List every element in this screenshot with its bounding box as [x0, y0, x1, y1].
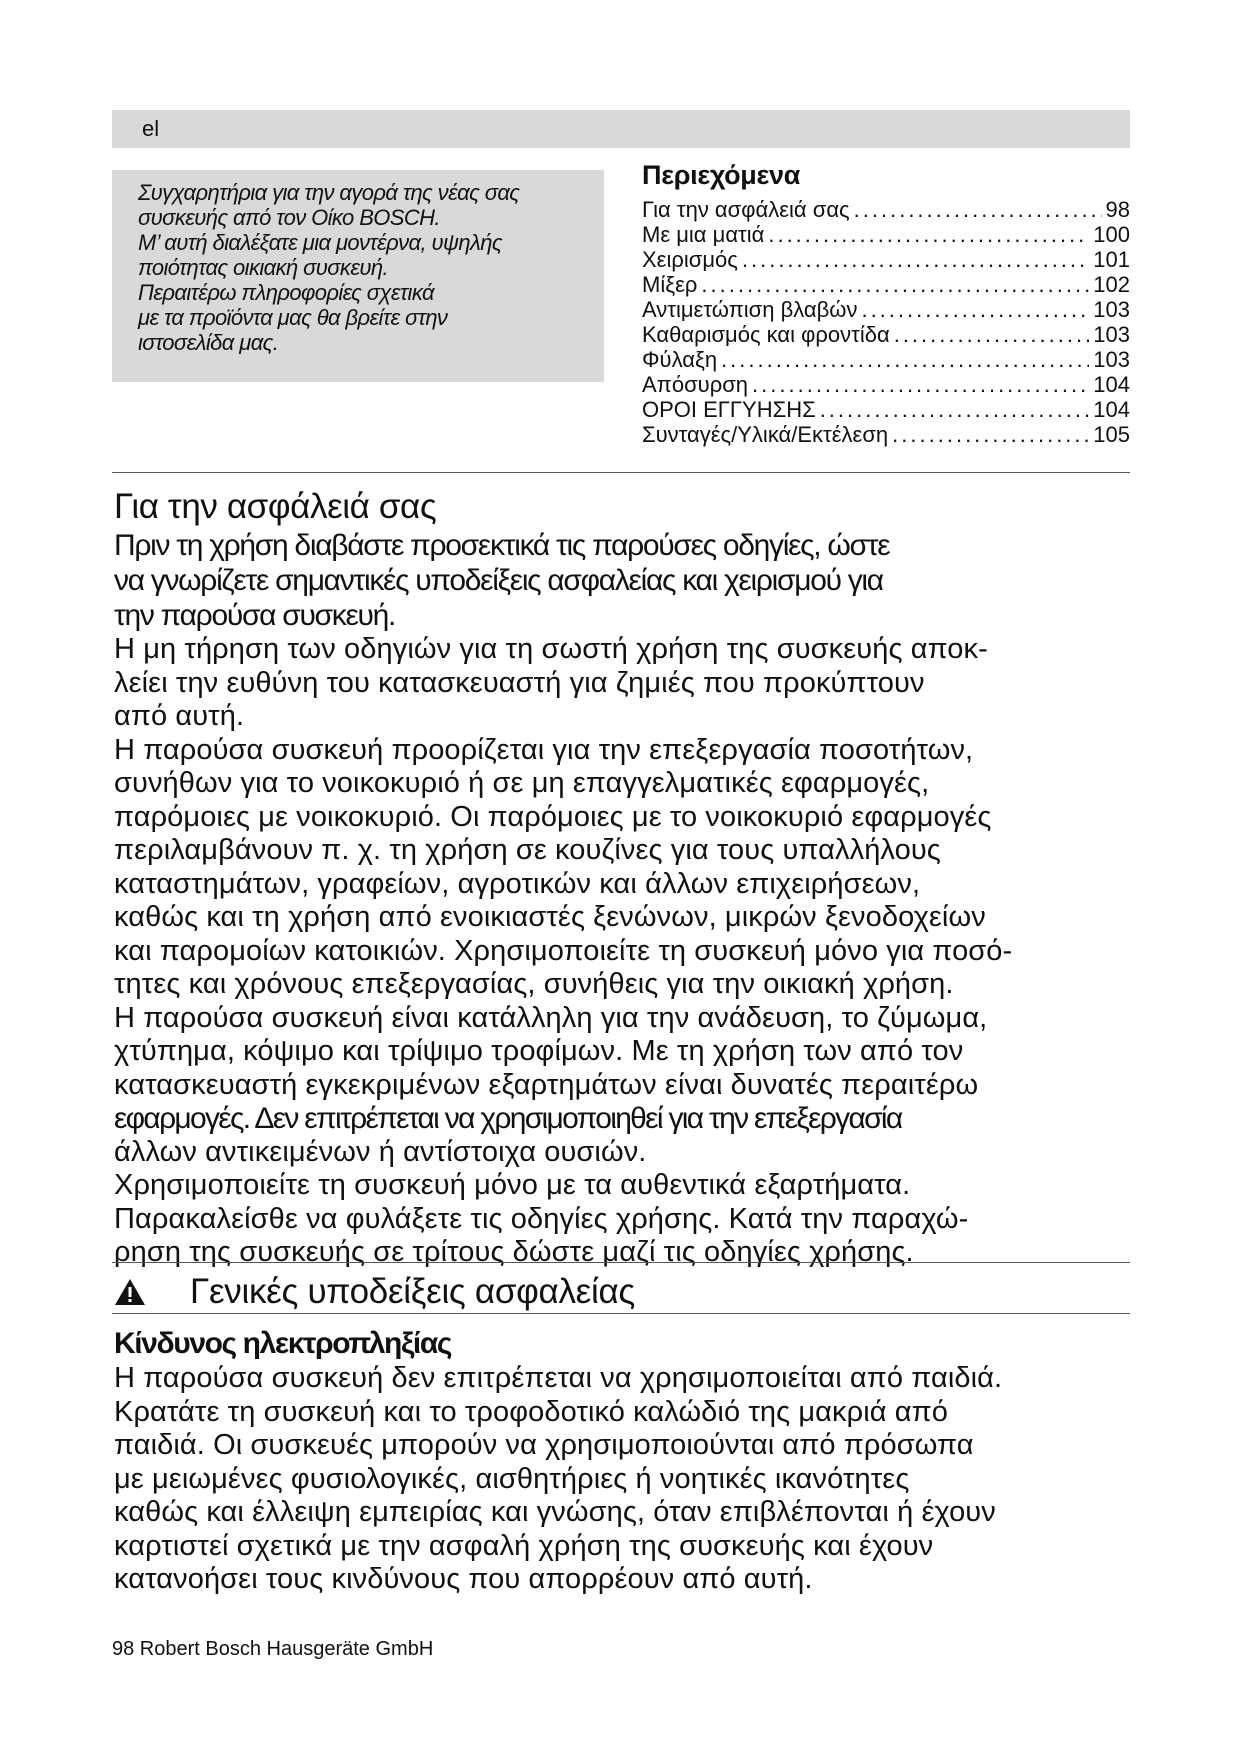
- lead-line: την παρούσα συσκευή.: [114, 599, 396, 632]
- body-line: λείει την ευθύνη του κατασκευαστή για ζημιές που προκύπτουν: [114, 666, 925, 699]
- language-code: el: [142, 116, 160, 141]
- intro-line: Μ’ αυτή διαλέξατε μια μοντέρνα, υψηλής: [138, 230, 502, 255]
- section-title: Γενικές υποδείξεις ασφαλείας: [190, 1272, 635, 1311]
- section-title: Για την ασφάλειά σας: [114, 487, 437, 526]
- toc-item-label: Καθαρισμός και φροντίδα: [642, 322, 890, 347]
- body-line: κατανοήσει τους κινδύνους που απορρέουν από αυτή.: [114, 1563, 813, 1595]
- toc-item[interactable]: [642, 247, 1130, 272]
- page-footer: 98 Robert Bosch Hausgeräte GmbH: [112, 1638, 434, 1660]
- body-line: καθώς και τη χρήση από ενοικιαστές ξενώνων, μικρών ξενοδοχείων: [114, 901, 986, 933]
- intro-line: Περαιτέρω πληροφορίες σχετικά: [138, 280, 434, 305]
- toc-item-page: 100: [1093, 222, 1130, 247]
- toc-item-page: 104: [1093, 372, 1130, 397]
- body-line: εφαρμογές. Δεν επιτρέπεται να χρησιμοποιηθεί για την επεξεργασία: [114, 1102, 902, 1135]
- subsection-title: Κίνδυνος ηλεκτροπληξίας: [114, 1327, 452, 1360]
- electric-shock-section: [114, 1326, 1144, 1597]
- intro-line: Συγχαρητήρια για την αγορά της νέας σας: [138, 180, 520, 205]
- body-line: καταστημάτων, γραφείων, αγροτικών και άλλων επιχειρήσεων,: [114, 867, 921, 900]
- body-line: Η παρούσα συσκευή προορίζεται για την επεξεργασία ποσοτήτων,: [114, 733, 974, 766]
- toc-item[interactable]: [642, 222, 1130, 247]
- toc-leader: [742, 247, 1089, 272]
- toc-leader: [721, 347, 1089, 372]
- body-line: με μειωμένες φυσιολογικές, αισθητήριες ή νοητικές ικανότητες: [114, 1462, 910, 1495]
- toc-item[interactable]: [642, 297, 1130, 322]
- body-line: Κρατάτε τη συσκευή και το τροφοδοτικό καλώδιό της μακριά από: [114, 1395, 949, 1428]
- toc-item[interactable]: [642, 372, 1130, 397]
- toc-item-label: Μίξερ: [642, 272, 698, 297]
- toc-item-page: 98: [1105, 197, 1130, 222]
- toc-leader: [854, 197, 1102, 222]
- intro-line: ιστοσελίδα μας.: [138, 330, 279, 355]
- intro-box: [112, 170, 604, 382]
- toc-item-page: 104: [1093, 397, 1130, 422]
- toc-leader: [894, 322, 1090, 347]
- intro-line: συσκευής από τον Οίκο BOSCH.: [138, 205, 440, 230]
- body-line: παρόμοιες με νοικοκυριό. Οι παρόμοιες με το νοικοκυριό εφαρμογές: [114, 800, 992, 833]
- toc-item[interactable]: [642, 347, 1130, 372]
- toc-title: Περιεχόμενα: [642, 160, 801, 190]
- toc-item-label: Απόσυρση: [642, 372, 749, 397]
- lead-line: Πριν τη χρήση διαβάστε προσεκτικά τις παρούσες οδηγίες, ώστε: [114, 529, 890, 562]
- toc-item-label: Αντιμετώπιση βλαβών: [642, 297, 858, 322]
- toc-item-label: Για την ασφάλειά σας: [642, 197, 850, 222]
- body-line: καθώς και έλλειψη εμπειρίας και γνώσης, όταν επιβλέπονται ή έχουν: [114, 1496, 996, 1528]
- language-bar: [112, 110, 1130, 148]
- toc-item-page: 101: [1093, 247, 1130, 272]
- body-line: χτύπημα, κόψιμο και τρίψιμο τροφίμων. Με τη χρήση των από τον: [114, 1035, 964, 1067]
- intro-line: με τα προϊόντα μας θα βρείτε στην: [138, 305, 448, 330]
- body-line: Η μη τήρηση των οδηγιών για τη σωστή χρήση της συσκευής αποκ-: [114, 633, 988, 665]
- body-line: Η παρούσα συσκευή είναι κατάλληλη για την ανάδευση, το ζύμωμα,: [114, 1001, 988, 1034]
- toc-item[interactable]: [642, 422, 1130, 447]
- table-of-contents: [642, 160, 1130, 447]
- body-line: συνήθων για το νοικοκυριό ή σε μη επαγγελματικές εφαρμογές,: [114, 767, 930, 799]
- body-line: άλλων αντικειμένων ή αντίστοιχα ουσιών.: [114, 1135, 647, 1168]
- toc-item-page: 105: [1093, 422, 1130, 447]
- toc-leader: [892, 422, 1089, 447]
- body-line: Η παρούσα συσκευή δεν επιτρέπεται να χρησιμοποιείται από παιδιά.: [114, 1362, 1003, 1394]
- safety-section: [114, 486, 1144, 1270]
- lead-line: να γνωρίζετε σημαντικές υποδείξεις ασφαλείας και χειρισμού για: [114, 564, 883, 597]
- body-line: Παρακαλείσθε να φυλάξετε τις οδηγίες χρήσης. Κατά την παραχώ-: [114, 1202, 969, 1235]
- toc-item-label: ΟΡΟΙ ΕΓΓΥΗΣΗΣ: [642, 397, 816, 422]
- section-divider: [112, 1262, 1130, 1263]
- section-divider: [112, 472, 1130, 473]
- toc-item-page: 102: [1093, 272, 1130, 297]
- toc-item-page: 103: [1093, 322, 1130, 347]
- toc-item-label: Φύλαξη: [642, 347, 718, 372]
- toc-item-page: 103: [1093, 347, 1130, 372]
- body-line: από αυτή.: [114, 700, 245, 732]
- toc-leader: [752, 372, 1089, 397]
- toc-item-label: Χειρισμός: [642, 247, 738, 272]
- toc-leader: [768, 222, 1089, 247]
- toc-leader: [820, 397, 1090, 422]
- general-safety-heading: [114, 1272, 635, 1312]
- body-line: καρτιστεί σχετικά με την ασφαλή χρήση της συσκευής και έχουν: [114, 1529, 934, 1562]
- toc-item[interactable]: [642, 322, 1130, 347]
- toc-item-label: Συνταγές/Υλικά/Εκτέλεση: [642, 422, 889, 447]
- body-line: κατασκευαστή εγκεκριμένων εξαρτημάτων είναι δυνατές περαιτέρω: [114, 1068, 979, 1101]
- toc-item[interactable]: [642, 397, 1130, 422]
- toc-item-label: Με μια ματιά: [642, 222, 765, 247]
- toc-leader: [701, 272, 1089, 297]
- section-divider: [112, 1313, 1130, 1314]
- body-line: περιλαμβάνουν π. χ. τη χρήση σε κουζίνες για τους υπαλλήλους: [114, 834, 941, 866]
- intro-line: ποιότητας οικιακή συσκευή.: [138, 255, 389, 280]
- toc-leader: [861, 297, 1089, 322]
- body-line: ρηση της συσκευής σε τρίτους δώστε μαζί τις οδηγίες χρήσης.: [114, 1236, 914, 1268]
- toc-item[interactable]: [642, 272, 1130, 297]
- body-line: παιδιά. Οι συσκευές μπορούν να χρησιμοποιούνται από πρόσωπα: [114, 1429, 974, 1461]
- body-line: Χρησιμοποιείτε τη συσκευή μόνο με τα αυθεντικά εξαρτήματα.: [114, 1169, 911, 1201]
- warning-triangle-icon: [114, 1277, 146, 1307]
- toc-item-page: 103: [1093, 297, 1130, 322]
- body-line: και παρομοίων κατοικιών. Χρησιμοποιείτε τη συσκευή μόνο για ποσό-: [114, 934, 1013, 967]
- toc-item[interactable]: [642, 197, 1130, 222]
- body-line: τητες και χρόνους επεξεργασίας, συνήθεις για την οικιακή χρήση.: [114, 968, 954, 1000]
